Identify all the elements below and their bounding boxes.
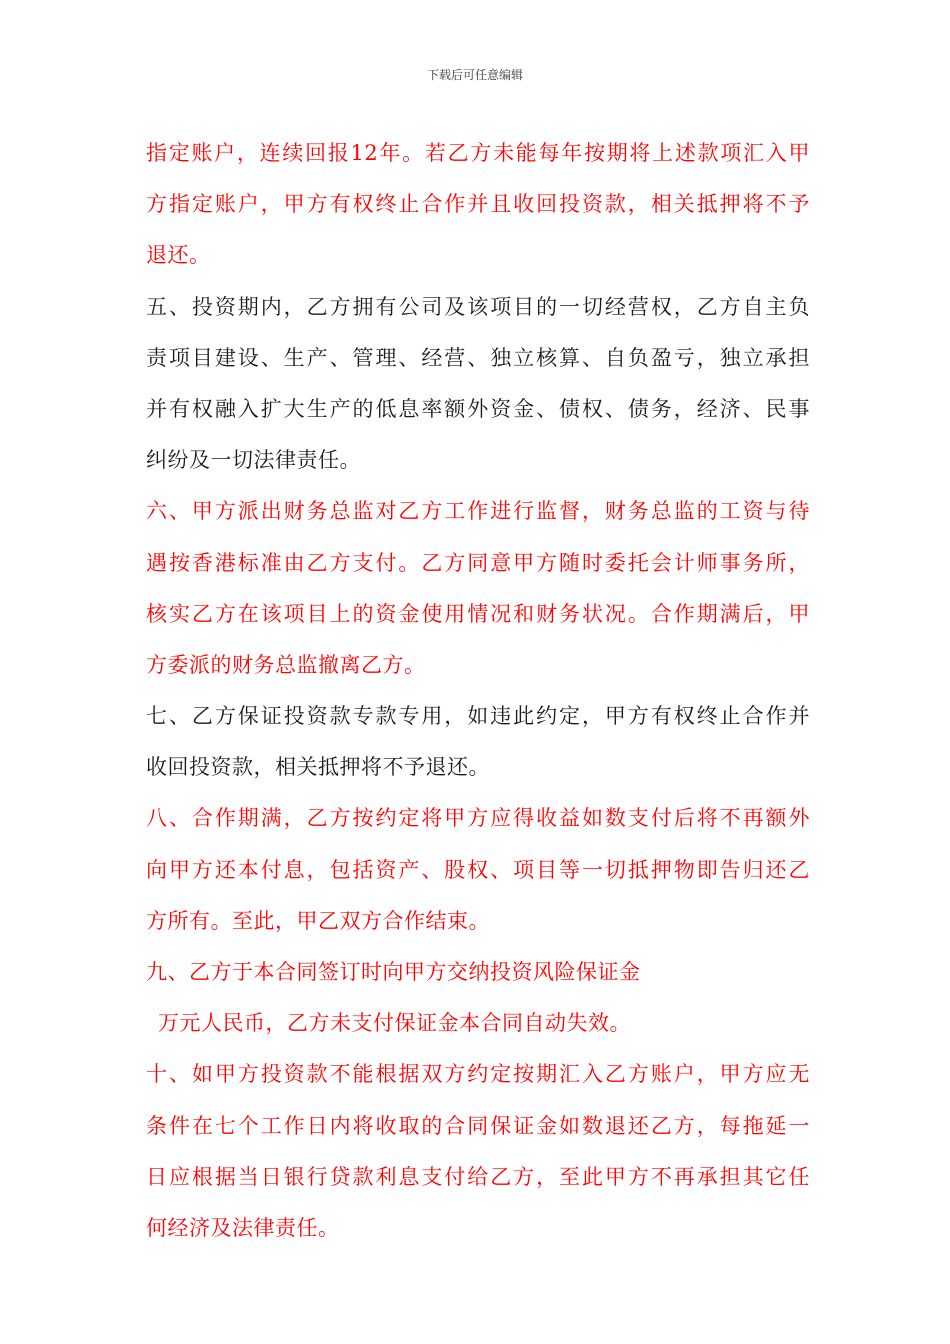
text-line: 纠纷及一切法律责任。 [146,448,361,473]
text-line: 方指定账户，甲方有权终止合作并且收回投资款，相关抵押将不予 [146,192,810,217]
text-line: 十、如甲方投资款不能根据双方约定按期汇入乙方账户，甲方应无 [146,1062,810,1087]
clause-6 [146,486,810,691]
text-line: 退还。 [146,243,211,268]
page-header: 下载后可任意编辑 [426,68,523,82]
text-line: 核实乙方在该项目上的资金使用情况和财务状况。合作期满后，甲 [146,601,810,626]
text-line: 指定账户，连续回报12年。若乙方未能每年按期将上述款项汇入甲 [146,141,810,165]
text-line: 日应根据当日银行贷款利息支付给乙方，至此甲方不再承担其它任 [146,1164,810,1189]
text-line: 九、乙方于本合同签订时向甲方交纳投资风险保证金 [146,960,641,984]
text-line: 收回投资款，相关抵押将不予退还。 [146,755,490,780]
text-line: 万元人民币，乙方未支付保证金本合同自动失效。 [158,1011,631,1036]
text-line: 六、甲方派出财务总监对乙方工作进行监督，财务总监的工资与待 [146,499,810,524]
text-line: 七、乙方保证投资款专款专用，如违此约定，甲方有权终止合作并 [146,704,810,729]
clause-8 [146,793,810,947]
text-line: 并有权融入扩大生产的低息率额外资金、债权、债务，经济、民事 [146,396,810,421]
clause-5 [146,282,810,487]
text-line: 向甲方还本付息，包括资产、股权、项目等一切抵押物即告归还乙 [146,857,810,882]
text-line: 责项目建设、生产、管理、经营、独立核算、自负盈亏，独立承担 [146,345,810,370]
text-line: 遇按香港标准由乙方支付。乙方同意甲方随时委托会计师事务所， [146,550,810,575]
text-line: 条件在七个工作日内将收取的合同保证金如数退还乙方，每拖延一 [146,1113,810,1138]
text-line: 方委派的财务总监撤离乙方。 [146,652,426,677]
clause-9 [146,947,810,1049]
text-line: 方所有。至此，甲乙双方合作结束。 [146,908,490,933]
text-line: 何经济及法律责任。 [146,1215,340,1240]
document-body [146,128,810,1254]
text-line: 五、投资期内，乙方拥有公司及该项目的一切经营权，乙方自主负 [146,294,810,319]
text-line: 八、合作期满，乙方按约定将甲方应得收益如数支付后将不再额外 [146,806,810,831]
paragraph-return-terms [146,128,810,282]
clause-10 [146,1049,810,1254]
clause-7 [146,691,810,793]
